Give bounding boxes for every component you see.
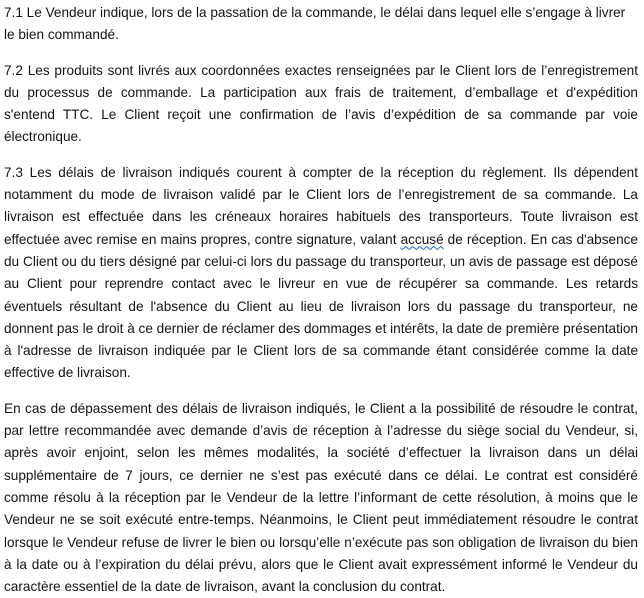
clause-7-3 xyxy=(4,162,638,385)
spellcheck-flagged-word[interactable]: accusé xyxy=(400,231,444,247)
clause-7-2: 7.2 Les produits sont livrés aux coordonnées exactes renseignées par le Client lors de l’enregistrement du processus de commande. La participation aux frais de traitement, d’emballage et d'expédition s'entend TTC. Le Client reçoit une confirmation de l’avis d’expédition de sa commande par voie électronique. xyxy=(4,62,638,145)
clause-7-1: 7.1 Le Vendeur indique, lors de la passation de la commande, le délai dans lequel elle s’engage à livrer le bien commandé. xyxy=(4,5,626,43)
clause-7-3-text-start: 7.3 Les délais de livraison indiqués courent à compter de la réception du règlement. Ils dépendent notamment du mode de livraison validé par le Client lors de l’enregistrement de sa commande. La livraison est effectuée dans les créneaux horaires habituels des transporteurs. Toute livraison est effectuée avec remise en mains propres, contre signature, valant xyxy=(4,164,638,247)
clause-delivery-delay: En cas de dépassement des délais de livraison indiqués, le Client a la possibilité de résoudre le contrat, par lettre recommandée avec demande d’avis de réception à l’adresse du siège social du Vendeur, si, après avoir enjoint, selon les mêmes modalités, la société d’effectuer la livraison dans un délai supplémentaire de 7 jours, ce dernier ne s’est pas exécuté dans ce délai. Le contrat est considéré comme résolu à la réception par le Vendeur de la lettre l’informant de cette résolution, à moins que le Vendeur ne se soit exécuté entre-temps. Néanmoins, le Client peut immédiatement résoudre le contrat lorsque le Vendeur refuse de livrer le bien ou lorsqu’elle n’exécute pas son obligation de livraison du bien à la date ou à l’expiration du délai prévu, alors que le Client avait expressément informé le Vendeur du caractère essentiel de la date de livraison, avant la conclusion du contrat. xyxy=(4,400,638,595)
clause-7-3-text-end: de réception. En cas d'absence du Client ou du tiers désigné par celui-ci lors du passage du transporteur, un avis de passage est déposé au Client pour reprendre contact avec le livreur en vue de récupérer sa commande. Les retards éventuels résultant de l'absence du Client au lieu de livraison lors du passage du transporteur, ne donnent pas le droit à ce dernier de réclamer des dommages et intérêts, la date de première présentation à l'adresse de livraison indiquée par le Client lors de sa commande étant considérée comme la date effective de livraison. xyxy=(4,231,638,381)
